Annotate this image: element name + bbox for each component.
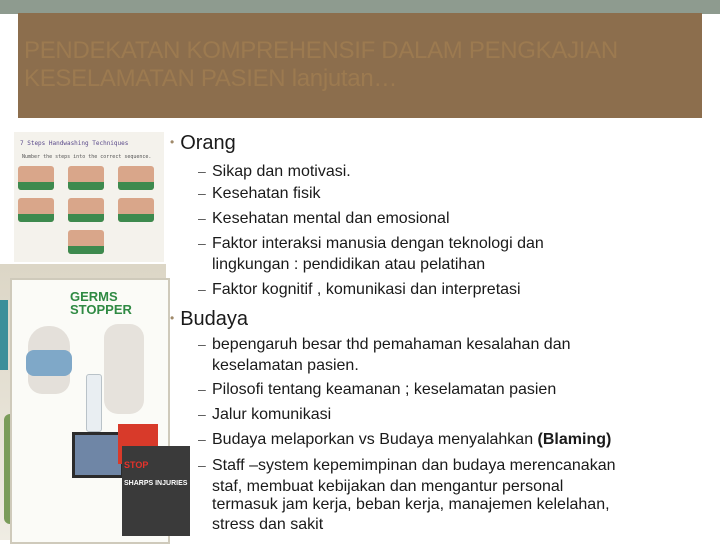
list-item-continued: stress dan sakit [212, 516, 324, 533]
hand-step-icon [18, 166, 54, 190]
mannequin-arm [104, 324, 144, 414]
list-item: – Faktor kognitif , komunikasi dan interpretasi [198, 281, 521, 298]
hand-step-icon [68, 198, 104, 222]
hand-step-icon [118, 166, 154, 190]
hand-step-icon [68, 230, 104, 254]
handwashing-poster [14, 132, 164, 262]
face-mask [26, 350, 72, 376]
slide-title [24, 37, 700, 93]
list-item: – bepengaruh besar thd pemahaman kesalahan dan [198, 336, 571, 353]
poster-subtitle: Number the steps into the correct sequence. [22, 154, 152, 160]
bullet-orang: • Orang [170, 132, 236, 154]
list-item: – Jalur komunikasi [198, 406, 332, 423]
sharps-injuries-label: SHARPS INJURIES [124, 480, 188, 487]
list-item: – Budaya melaporkan vs Budaya menyalahkan (Blaming) [198, 431, 612, 448]
list-item: – Sikap dan motivasi. [198, 163, 351, 180]
list-item-continued: keselamatan pasien. [212, 357, 359, 374]
stop-label: STOP [124, 460, 149, 470]
germs-stopper-photo [0, 264, 188, 540]
bullet-budaya: • Budaya [170, 308, 249, 330]
top-band [0, 0, 720, 14]
germs-stopper-label: GERMS STOPPER [70, 289, 132, 317]
sharps-sign [72, 432, 124, 478]
list-item: – Pilosofi tentang keamanan ; keselamatan pasien [198, 381, 557, 398]
list-item-continued: staf, membuat kebijakan dan mengantur personal [212, 478, 564, 495]
title-box [18, 13, 702, 118]
hand-step-icon [68, 166, 104, 190]
title-line-1: PENDEKATAN KOMPREHENSIF DALAM PENGKAJIAN [24, 37, 618, 64]
title-line-2: KESELAMATAN PASIEN lanjutan… [24, 65, 398, 92]
list-item: – Faktor interaksi manusia dengan teknologi dan [198, 235, 544, 252]
blaming-emphasis: (Blaming) [537, 431, 612, 448]
list-item: – Staff –system kepemimpinan dan budaya merencanakan [198, 457, 616, 474]
sanitizer-bottle [86, 374, 102, 432]
list-item: – Kesehatan fisik [198, 185, 321, 202]
list-item-continued: termasuk jam kerja, beban kerja, manajemen kelelahan, [212, 496, 610, 513]
list-item: – Kesehatan mental dan emosional [198, 210, 450, 227]
list-item-continued: lingkungan : pendidikan atau pelatihan [212, 256, 486, 273]
hand-step-icon [118, 198, 154, 222]
hand-step-icon [18, 198, 54, 222]
poster-title: 7 Steps Handwashing Techniques [20, 140, 129, 147]
